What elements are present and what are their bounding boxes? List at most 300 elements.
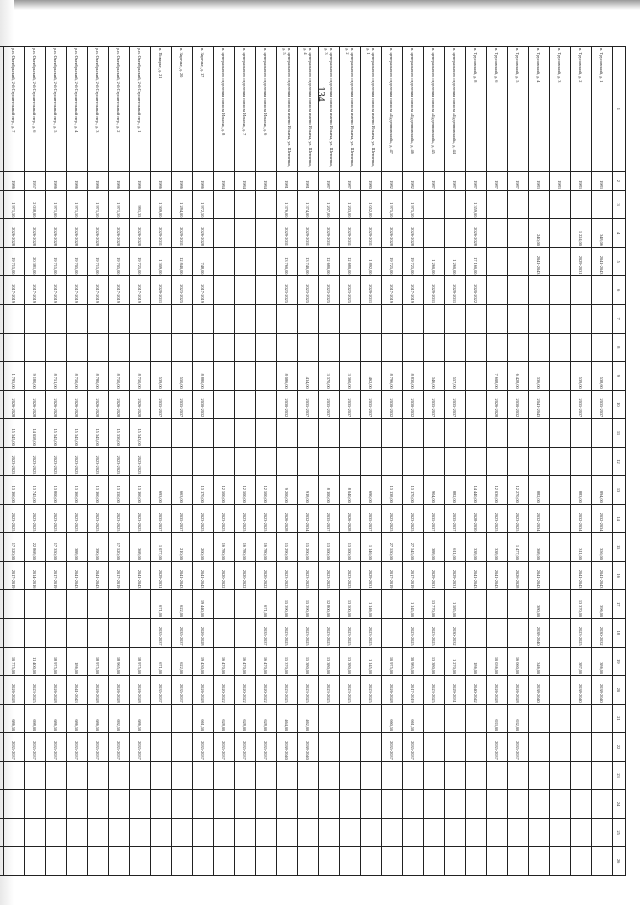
table-cell — [214, 276, 235, 305]
table-cell — [508, 590, 529, 619]
table-cell — [529, 847, 550, 876]
table-cell — [0, 362, 4, 391]
table-cell — [235, 333, 256, 362]
address-cell: п. центрального отделения совхоза «Буденновский», д. 47 — [382, 47, 403, 172]
table-cell — [445, 447, 466, 476]
table-cell: 2038-2040 — [529, 619, 550, 648]
table-cell — [445, 733, 466, 762]
table-row — [172, 47, 193, 876]
address-cell: р.п. Октябрьский, 2-й Строительный пер., д. 3 — [88, 47, 109, 172]
table-cell: 2035-2037 — [151, 390, 172, 419]
table-cell: 661,50 — [403, 704, 424, 733]
table-cell — [592, 447, 613, 476]
table-cell — [508, 619, 529, 648]
table-cell: 13 500,00 — [340, 590, 361, 619]
table-cell: 686,50 — [67, 704, 88, 733]
table-cell — [256, 219, 277, 248]
table-cell: 18 965,00 — [109, 647, 130, 676]
table-cell — [466, 818, 487, 847]
table-cell — [550, 761, 571, 790]
table-cell: 2035-2037 — [445, 504, 466, 533]
table-cell: 240,00 — [529, 219, 550, 248]
table-cell — [4, 590, 25, 619]
table-cell — [361, 818, 382, 847]
table-cell: 671,00 — [151, 590, 172, 619]
table-cell: 2032-2034 — [592, 504, 613, 533]
table-cell — [382, 619, 403, 648]
address-cell: п. Заречье, д. 17 — [193, 47, 214, 172]
table-cell — [0, 533, 4, 562]
table-cell — [361, 847, 382, 876]
table-cell — [487, 818, 508, 847]
table-cell: 13 160,00 — [4, 476, 25, 505]
table-cell: 2017-2019 — [130, 276, 151, 305]
table-cell — [88, 304, 109, 333]
table-cell — [0, 219, 4, 248]
table-cell — [277, 790, 298, 819]
table-cell — [424, 304, 445, 333]
table-cell — [571, 447, 592, 476]
table-cell: 2035-2037 — [319, 504, 340, 533]
table-cell: 628,00 — [235, 704, 256, 733]
address-cell: п. центрального отделения совхоза Ильича, д. 7 — [235, 47, 256, 172]
table-cell: 1982 — [403, 171, 424, 190]
table-cell — [529, 333, 550, 362]
table-cell: 2038-2040 — [571, 676, 592, 705]
table-cell: 2023-2025 — [298, 561, 319, 590]
table-cell: 1986 — [193, 171, 214, 190]
table-cell: 2023-2025 — [319, 276, 340, 305]
table-cell — [319, 818, 340, 847]
column-header: 20 — [613, 676, 626, 705]
table-cell — [403, 447, 424, 476]
table-cell — [445, 790, 466, 819]
table-cell: 1987 — [508, 171, 529, 190]
table-cell: 2026-2028 — [508, 676, 529, 705]
table-cell — [0, 704, 4, 733]
table-row — [592, 47, 613, 876]
table-cell — [571, 304, 592, 333]
table-cell: 2029-2031 — [340, 219, 361, 248]
table-cell — [550, 219, 571, 248]
table-cell — [466, 362, 487, 391]
table-cell: 2035-2037 — [256, 733, 277, 762]
table-cell — [445, 333, 466, 362]
table-cell: 2023-2025 — [109, 447, 130, 476]
table-cell — [25, 304, 46, 333]
table-cell: 2032-2034 — [571, 504, 592, 533]
table-cell — [130, 847, 151, 876]
table-cell — [466, 419, 487, 448]
table-cell — [487, 590, 508, 619]
table-cell — [256, 419, 277, 448]
table-cell: 904,00 — [424, 476, 445, 505]
table-cell — [487, 304, 508, 333]
table-cell: 2017-2019 — [403, 561, 424, 590]
table-cell — [508, 761, 529, 790]
table-cell — [214, 333, 235, 362]
table-cell — [109, 590, 130, 619]
table-cell: 2017-2019 — [67, 276, 88, 305]
table-cell: 2023-2025 — [25, 676, 46, 705]
table-cell: 2020-2022 — [466, 276, 487, 305]
table-cell: 16 470,00 — [256, 647, 277, 676]
column-header: 4 — [613, 219, 626, 248]
table-cell — [277, 818, 298, 847]
table-cell: 13 160,00 — [130, 476, 151, 505]
table-cell: 16 470,00 — [214, 647, 235, 676]
table-cell: 2035-2037 — [172, 504, 193, 533]
table-cell — [403, 333, 424, 362]
table-cell: 1986 — [67, 171, 88, 190]
table-cell: 8 780,00 — [88, 362, 109, 391]
table-cell — [319, 790, 340, 819]
table-cell — [382, 790, 403, 819]
table-cell: 13 170,00 — [403, 476, 424, 505]
table-cell: 2020-2022 — [235, 676, 256, 705]
table-cell: 2030-2032 — [382, 390, 403, 419]
table-cell — [0, 761, 4, 790]
table-cell: 2029-2031 — [151, 276, 172, 305]
table-cell: 2023-2025 — [319, 676, 340, 705]
table-cell — [235, 447, 256, 476]
table-cell — [319, 447, 340, 476]
table-cell — [235, 790, 256, 819]
table-cell: 2035-2037 — [46, 733, 67, 762]
table-cell — [508, 276, 529, 305]
table-cell — [67, 304, 88, 333]
table-cell — [0, 390, 4, 419]
table-cell: 2041-2043 — [529, 390, 550, 419]
table-cell: 12 680,00 — [319, 247, 340, 276]
table-body — [0, 47, 613, 876]
table-cell: 388,00 — [67, 533, 88, 562]
table-cell: 698,00 — [25, 704, 46, 733]
column-header: 1 — [613, 47, 626, 172]
table-cell: 660,50 — [382, 704, 403, 733]
table-cell: 17 520,00 — [4, 533, 25, 562]
table-cell: 2032-2034 — [298, 504, 319, 533]
table-cell — [214, 190, 235, 219]
table-cell — [571, 704, 592, 733]
table-cell: 2035-2037 — [445, 390, 466, 419]
table-cell: 19 725,00 — [403, 247, 424, 276]
table-cell — [130, 590, 151, 619]
table-cell — [0, 447, 4, 476]
table-cell: 2029-2031 — [571, 247, 592, 276]
table-cell — [172, 419, 193, 448]
table-cell: 1981 — [277, 171, 298, 190]
table-cell: 17 350,00 — [46, 533, 67, 562]
table-cell — [109, 761, 130, 790]
table-cell: 550,00 — [172, 362, 193, 391]
table-cell — [214, 847, 235, 876]
table-cell: 686,50 — [4, 704, 25, 733]
table-cell — [508, 790, 529, 819]
table-cell: 539,00 — [571, 362, 592, 391]
table-cell: 2023-2025 — [319, 561, 340, 590]
table-cell — [151, 304, 172, 333]
table-cell: 387,00 — [571, 647, 592, 676]
table-row — [529, 47, 550, 876]
address-cell: п. Трусовский, д. 1 — [592, 47, 613, 172]
table-cell: 661,50 — [193, 704, 214, 733]
table-cell: 628,00 — [256, 704, 277, 733]
column-header: 25 — [613, 818, 626, 847]
table-cell — [46, 304, 67, 333]
column-header: 12 — [613, 447, 626, 476]
table-cell: 2020-2022 — [214, 676, 235, 705]
table-cell: 2041-2043 — [592, 247, 613, 276]
table-cell: 1 146,00 — [361, 533, 382, 562]
table-cell: 2035-2037 — [508, 733, 529, 762]
table-cell — [319, 304, 340, 333]
column-header: 11 — [613, 419, 626, 448]
table-row — [361, 47, 382, 876]
table-cell: 2017-2019 — [25, 276, 46, 305]
table-cell — [340, 847, 361, 876]
table-cell — [46, 847, 67, 876]
table-cell: 2026-2028 — [4, 676, 25, 705]
table-cell: 2023-2025 — [256, 504, 277, 533]
table-cell: 1984 — [256, 171, 277, 190]
table-cell: 2023-2025 — [109, 504, 130, 533]
table-cell — [508, 419, 529, 448]
table-cell — [109, 304, 130, 333]
table-cell: 2017-2019 — [403, 676, 424, 705]
table-cell: 1981 — [298, 171, 319, 190]
table-row — [424, 47, 445, 876]
table-cell: 2026-2028 — [508, 561, 529, 590]
table-cell — [466, 704, 487, 733]
table-cell: 2035-2037 — [193, 733, 214, 762]
table-cell — [256, 362, 277, 391]
table-cell: 13 500,00 — [340, 533, 361, 562]
table-cell — [592, 847, 613, 876]
table-cell — [46, 790, 67, 819]
table-cell: 12 500,00 — [256, 476, 277, 505]
table-cell — [256, 761, 277, 790]
table-cell — [235, 390, 256, 419]
table-cell: 1 971,50 — [88, 190, 109, 219]
table-cell — [382, 304, 403, 333]
table-cell — [403, 304, 424, 333]
address-cell: р.п. Октябрьский, 2-й Строительный пер., д. 5 — [46, 47, 67, 172]
table-cell — [529, 704, 550, 733]
table-cell: 2026-2028 — [109, 390, 130, 419]
table-cell — [592, 333, 613, 362]
table-cell — [319, 847, 340, 876]
table-cell — [235, 847, 256, 876]
table-cell — [4, 761, 25, 790]
table-row — [277, 47, 298, 876]
table-cell — [235, 761, 256, 790]
table-cell: 8 751,00 — [46, 362, 67, 391]
table-cell: 628,00 — [214, 704, 235, 733]
table-cell: 1957 — [25, 171, 46, 190]
table-cell: 18 975,00 — [46, 647, 67, 676]
address-cell: п. Заречье, д. 20 — [172, 47, 193, 172]
table-cell — [550, 733, 571, 762]
table-cell: 991,35 — [130, 190, 151, 219]
table-cell — [256, 790, 277, 819]
table-cell: 11 400,00 — [25, 647, 46, 676]
table-cell: 2035-2037 — [571, 390, 592, 419]
table-cell — [571, 761, 592, 790]
table-cell: 1984 — [214, 171, 235, 190]
table-cell — [214, 362, 235, 391]
column-header: 16 — [613, 561, 626, 590]
table-cell: 1 145,00 — [361, 647, 382, 676]
table-cell: 388,00 — [424, 533, 445, 562]
table-cell — [235, 362, 256, 391]
table-cell: 1986 — [151, 171, 172, 190]
table-cell: 1 260,00 — [424, 247, 445, 276]
table-cell — [424, 190, 445, 219]
column-header: 22 — [613, 733, 626, 762]
table-header-row — [613, 47, 626, 876]
table-cell: 632,00 — [508, 704, 529, 733]
table-cell: 2026-2028 — [4, 219, 25, 248]
table-cell — [46, 619, 67, 648]
address-cell: п. центрального отделения совхоза Ильича, д. 8 — [214, 47, 235, 172]
table-cell: 13 150,00 — [109, 476, 130, 505]
table-cell — [214, 390, 235, 419]
column-header: 21 — [613, 704, 626, 733]
table-cell — [466, 333, 487, 362]
table-cell: 2017-2019 — [88, 276, 109, 305]
table-cell — [424, 333, 445, 362]
table-cell — [361, 447, 382, 476]
table-cell: 2026-2028 — [109, 219, 130, 248]
table-cell: 15 345,00 — [46, 419, 67, 448]
table-cell — [277, 333, 298, 362]
column-header: 19 — [613, 647, 626, 676]
table-cell: 13 160,00 — [67, 476, 88, 505]
table-cell — [424, 447, 445, 476]
table-cell — [256, 390, 277, 419]
table-cell: 15 390,00 — [277, 590, 298, 619]
table-cell — [445, 847, 466, 876]
table-cell — [550, 847, 571, 876]
table-cell — [4, 790, 25, 819]
table-cell — [4, 333, 25, 362]
table-cell — [130, 790, 151, 819]
table-cell: 633,00 — [487, 704, 508, 733]
table-cell — [151, 419, 172, 448]
column-header: 24 — [613, 790, 626, 819]
table-cell — [424, 761, 445, 790]
table-cell: 692,50 — [109, 704, 130, 733]
table-cell — [592, 419, 613, 448]
table-cell: 2029-2031 — [298, 219, 319, 248]
table-cell — [487, 847, 508, 876]
table-cell — [592, 790, 613, 819]
table-cell — [403, 818, 424, 847]
table-cell — [550, 504, 571, 533]
address-cell: п. Трусовский, д. 8 — [466, 47, 487, 172]
table-cell — [0, 419, 4, 448]
table-cell — [508, 333, 529, 362]
table-cell — [109, 333, 130, 362]
address-cell: п. центрального отделения совхоза «Буденновский», д. 45 — [424, 47, 445, 172]
table-cell: 18 975,00 — [130, 647, 151, 676]
table-cell: 9 200,00 — [277, 476, 298, 505]
column-header: 7 — [613, 304, 626, 333]
table-cell: 2035-2037 — [172, 390, 193, 419]
table-cell — [466, 619, 487, 648]
table-cell — [0, 733, 4, 762]
address-cell: п. центрального отделения совхоза имени Ильича, ул. Шевченко, д. 2 — [340, 47, 361, 172]
table-cell: 2038-2040 — [592, 676, 613, 705]
table-cell: 2026-2028 — [277, 504, 298, 533]
table-cell — [214, 447, 235, 476]
table-cell: 1 260,00 — [445, 247, 466, 276]
table-cell — [235, 247, 256, 276]
table-cell: 2026-2028 — [109, 676, 130, 705]
table-cell — [550, 304, 571, 333]
scan-top-edge — [0, 0, 640, 10]
table-viewport — [11, 46, 626, 876]
table-row — [25, 47, 46, 876]
table-cell: 2026-2028 — [193, 219, 214, 248]
table-cell — [67, 790, 88, 819]
table-cell: 2023-2025 — [424, 619, 445, 648]
table-cell: 2035-2037 — [592, 390, 613, 419]
table-cell: 2026-2028 — [88, 219, 109, 248]
address-cell: п. Поварье, д. 21 — [151, 47, 172, 172]
table-cell: 2023-2025 — [361, 619, 382, 648]
table-cell — [445, 419, 466, 448]
table-cell — [445, 818, 466, 847]
table-cell: 1 309,00 — [151, 247, 172, 276]
table-cell: 2035-2037 — [4, 733, 25, 762]
table-cell — [508, 447, 529, 476]
table-cell: 2014-2016 — [25, 561, 46, 590]
table-cell: 2041-2043 — [88, 561, 109, 590]
table-cell — [571, 419, 592, 448]
table-cell — [88, 818, 109, 847]
table-cell — [46, 590, 67, 619]
table-cell: 13 500,00 — [319, 533, 340, 562]
table-cell — [403, 790, 424, 819]
table-cell: 27 550,00 — [382, 533, 403, 562]
table-row — [0, 47, 4, 876]
table-cell — [25, 761, 46, 790]
column-header: 18 — [613, 619, 626, 648]
table-cell: 2023-2025 — [361, 676, 382, 705]
table-cell — [151, 790, 172, 819]
table-cell — [172, 333, 193, 362]
table-row — [445, 47, 466, 876]
table-cell: 2017-2019 — [46, 561, 67, 590]
table-cell — [151, 847, 172, 876]
table-cell: 8 750,00 — [109, 362, 130, 391]
table-cell: 1 203,00 — [340, 190, 361, 219]
table-cell: 22 868,00 — [25, 533, 46, 562]
table-cell: 2023-2025 — [130, 504, 151, 533]
table-row — [193, 47, 214, 876]
table-cell: 1 972,50 — [193, 190, 214, 219]
table-cell — [361, 304, 382, 333]
table-cell: 8 040,00 — [340, 476, 361, 505]
table-cell — [466, 390, 487, 419]
table-row — [382, 47, 403, 876]
table-cell: 13 380,00 — [340, 647, 361, 676]
table-cell — [88, 619, 109, 648]
table-cell: 2026-2028 — [193, 619, 214, 648]
table-cell — [67, 818, 88, 847]
